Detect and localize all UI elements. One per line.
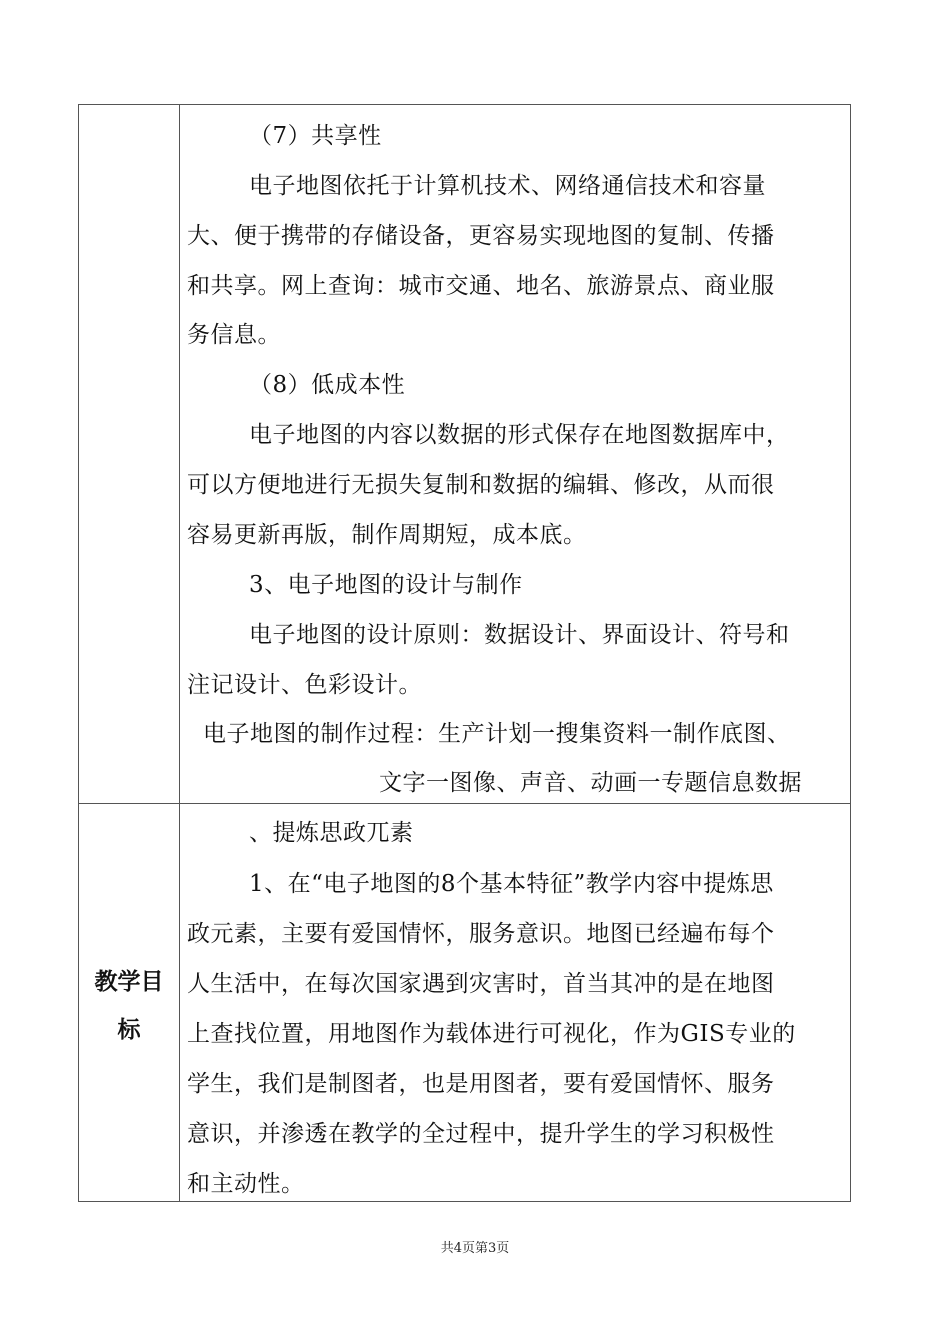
text-line: 大、便于携带的存储设备，更容易实现地图的复制、传播 — [187, 223, 775, 249]
text-line: 电子地图的内容以数据的形式保存在地图数据库中， — [249, 422, 790, 448]
section-heading: 3、电子地图的设计与制作 — [249, 572, 523, 598]
text-line: 、提炼思政兀素 — [249, 820, 414, 846]
text-line: 人生活中，在每次国家遇到灾害时，首当其冲的是在地图 — [187, 971, 775, 997]
text-line: 上查找位置，用地图作为载体进行可视化，作为GIS专业的 — [187, 1021, 796, 1047]
text-line: （8）低成本性 — [249, 372, 406, 398]
text-line: 电子地图依托于计算机技术、网络通信技术和容量 — [249, 173, 766, 199]
text-line: 1、在“电子地图的8个基本特征”教学内容中提炼思 — [249, 871, 774, 897]
text-line: 电子地图的制作过程：生产计划一搜集资料一制作底图、 — [203, 721, 791, 747]
text-line: 容易更新再版，制作周期短，成本底。 — [187, 522, 587, 548]
page-footer: 共4页第3页 — [440, 1241, 510, 1256]
row-header-line: 标 — [117, 1017, 141, 1043]
text-line: 可以方便地进行无损失复制和数据的编辑、修改，从而很 — [187, 472, 775, 498]
text-line: 意识，并渗透在教学的全过程中，提升学生的学习积极性 — [187, 1121, 775, 1147]
text-line: 文字一图像、声音、动画一专题信息数据 — [379, 770, 802, 796]
text-line: 和共享。网上查询：城市交通、地名、旅游景点、商业服 — [187, 273, 775, 299]
text-line: （7）共享性 — [249, 123, 382, 149]
content-table — [78, 104, 851, 1202]
text-line: 电子地图的设计原则：数据设计、界面设计、符号和 — [249, 622, 790, 648]
row-divider — [79, 803, 850, 804]
column-divider — [179, 105, 180, 1201]
text-line: 注记设计、色彩设计。 — [187, 672, 422, 698]
text-line: 学生，我们是制图者，也是用图者，要有爱国情怀、服务 — [187, 1071, 775, 1097]
row-header-line: 教学目 — [94, 969, 164, 995]
text-line: 政元素，主要有爱国情怀，服务意识。地图已经遍布每个 — [187, 921, 775, 947]
text-line: 和主动性。 — [187, 1171, 305, 1197]
text-line: 务信息。 — [187, 322, 281, 348]
